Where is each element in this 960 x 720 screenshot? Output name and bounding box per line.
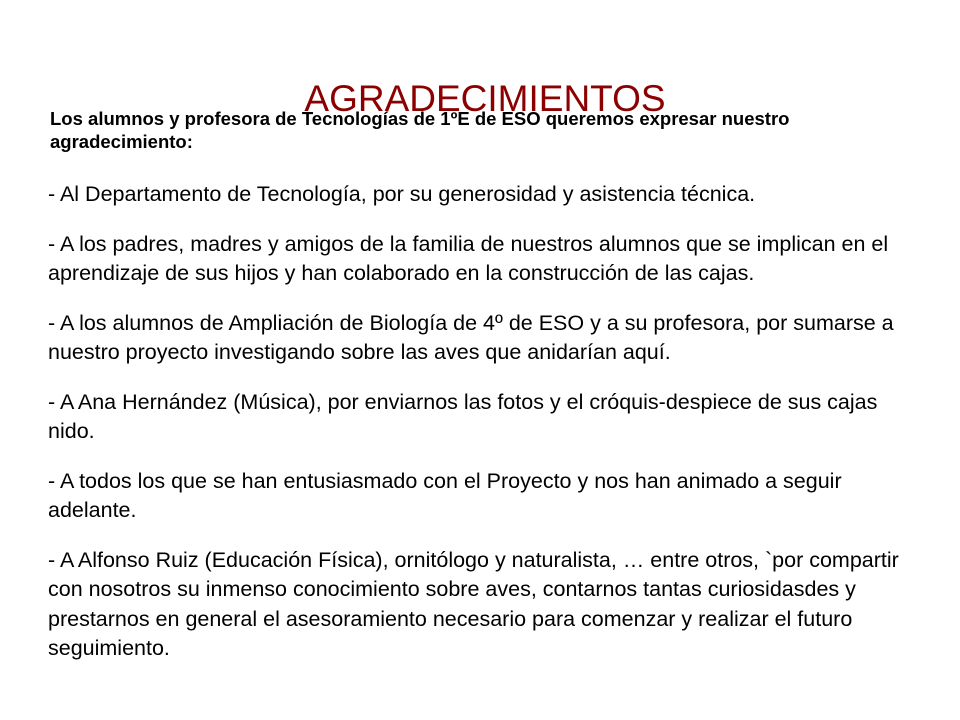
intro-text: Los alumnos y profesora de Tecnologías de 1ºE de ESO queremos expresar nuestro agradecimiento:: [50, 108, 790, 152]
acknowledgement-item: - A los padres, madres y amigos de la familia de nuestros alumnos que se implican en el aprendizaje de sus hijos y han colaborado en la construcción de las cajas.: [48, 231, 889, 285]
acknowledgement-item: - A los alumnos de Ampliación de Biología de 4º de ESO y a su profesora, por sumarse a nuestro proyecto investigando sobre las aves que anidarían aquí.: [48, 310, 894, 364]
acknowledgement-item: - A Alfonso Ruiz (Educación Física), ornitólogo y naturalista, … entre otros, `por compartir con nosotros su inmenso conocimiento sobre aves, contarnos tantas curiosidasdes y prestarnos en general el asesoramiento necesario para comenzar y realizar el futuro seguimiento.: [48, 547, 899, 660]
acknowledgement-list: [48, 180, 928, 684]
slide-title: AGRADECIMIENTOS: [304, 77, 666, 119]
acknowledgement-item: - A Ana Hernández (Música), por enviarnos las fotos y el cróquis-despiece de sus cajas nido.: [48, 389, 878, 443]
acknowledgement-item: - A todos los que se han entusiasmado con el Proyecto y nos han animado a seguir adelante.: [48, 468, 842, 522]
acknowledgement-item: - Al Departamento de Tecnología, por su generosidad y asistencia técnica.: [48, 182, 756, 206]
